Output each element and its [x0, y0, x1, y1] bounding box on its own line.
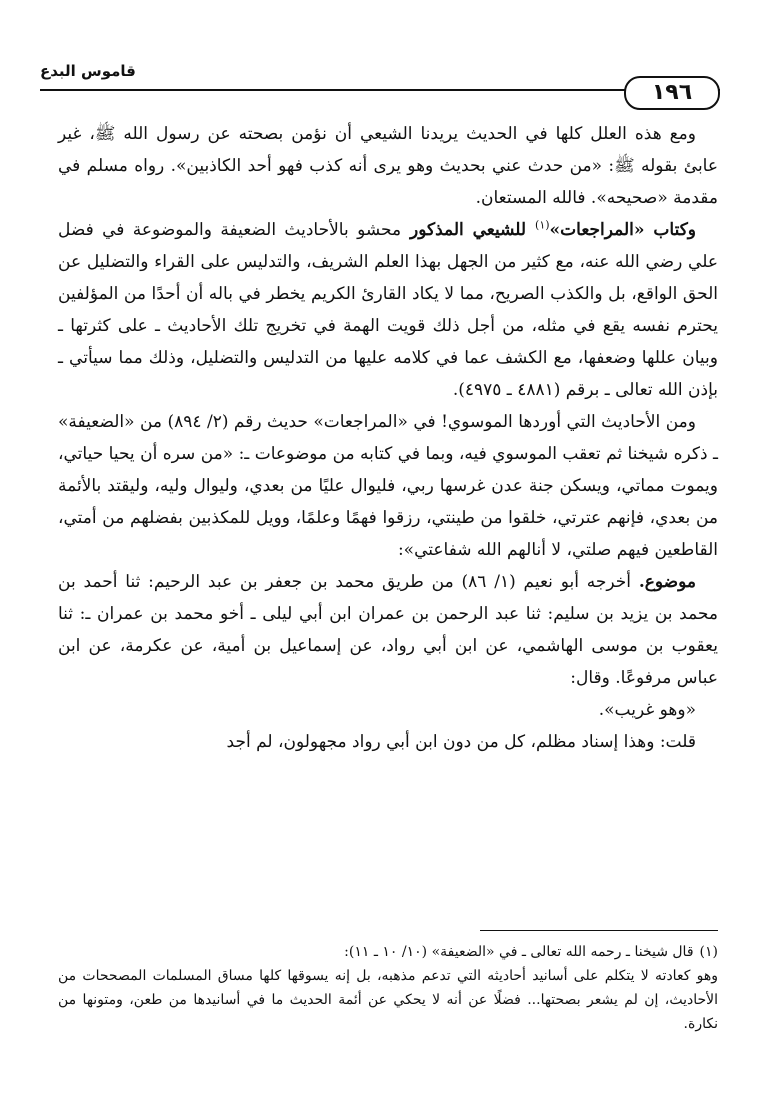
footnote-number: (١)	[699, 944, 718, 960]
footnote-ref: (١)	[535, 218, 550, 232]
book-name: وكتاب «المراجعات»	[549, 220, 697, 240]
paragraph-2-text: محشو بالأحاديث الضعيفة والموضوعة في فضل علي رضي الله عنه، مع كثير من الجهل بهذا العلم الشريف، والتدليس على القراء والتضليل عن الحق الواقع، بل والكذب الصريح، مما لا يكاد القارئ الكريم يخطر في باله أن أحدًا من المؤلفين يحترم نفسه يقع في مثله، من أجل ذلك قويت الهمة في تخريج تلك الأحاديث ـ على كثرتها ـ وبيان عللها وضعفها، مع الكشف عما في كلامه عليها من التدليس والتضليل، وذلك مما سيأتي ـ بإذن الله تعالى ـ برقم (٤٨٨١ ـ ٤٩٧٥).	[58, 220, 718, 400]
paragraph-3: ومن الأحاديث التي أوردها الموسوي! في «المراجعات» حديث رقم (٢/ ٨٩٤) من «الضعيفة» ـ ذكره شيخنا ثم تعقب الموسوي فيه، وبما في كتابه من موضوعات ـ: «من سره أن يحيا حياتي، ويموت مماتي، ويسكن جنة عدن غرسها ربي، فليوال عليًا من بعدي، وليوال وليه، وليقتد بالأئمة من بعدي، فإنهم عترتي، خلقوا من طينتي، رزقوا فهمًا وعلمًا، وويل للمكذبين بفضلهم من أمتي، القاطعين فيهم صلتي، لا أنالهم الله شفاعتي»:	[58, 412, 718, 560]
footnote-line-1	[58, 940, 718, 964]
page-number: ١٩٦	[624, 76, 720, 110]
footnote-text: وهو كعادته لا يتكلم على أسانيد أحاديثه التي تدعم مذهبه، بل إنه يسوقها كلها مساق المسلمات المصححات من الأحاديث، إن لم يشعر بصحتها... فضلًا عن أنه لا يحكي عن أئمة الحديث ما في أسانيدها من طعن، ومتونها من نكارة.	[58, 968, 718, 1032]
footnote-intro: قال شيخنا ـ رحمه الله تعالى ـ في «الضعيفة» (١٠/ ١٠ ـ ١١):	[344, 944, 694, 960]
header-rule	[40, 89, 720, 91]
footnote	[58, 940, 718, 1036]
verdict-label: موضوع.	[638, 572, 696, 592]
paragraph-6: قلت: وهذا إسناد مظلم، كل من دون ابن أبي رواد مجهولون، لم أجد	[226, 732, 696, 752]
paragraph-4-text: أخرجه أبو نعيم (١/ ٨٦) من طريق محمد بن جعفر بن عبد الرحيم: ثنا أحمد بن محمد بن يزيد بن سليم: ثنا عبد الرحمن بن عمران ابن أبي ليلى ـ أخو محمد بن عمران ـ: ثنا يعقوب بن موسى الهاشمي، عن ابن أبي رواد، عن إسماعيل بن أمية، عن عكرمة، عن ابن عباس مرفوعًا. وقال:	[58, 572, 718, 688]
book-title: قاموس البدع	[40, 62, 136, 80]
footnote-separator	[480, 930, 718, 931]
page-header	[40, 56, 720, 105]
paragraph-4	[58, 566, 718, 694]
paragraph-1: ومع هذه العلل كلها في الحديث يريدنا الشيعي أن نؤمن بصحته عن رسول الله ﷺ، غير عابئ بقوله ﷺ: «من حدث عني بحديث وهو يرى أنه كذب فهو أحد الكاذبين». رواه مسلم في مقدمة «صحيحه». فالله المستعان.	[58, 124, 718, 208]
main-text	[58, 118, 718, 758]
author-ref: للشيعي المذكور	[401, 220, 536, 240]
paragraph-5: «وهو غريب».	[598, 700, 696, 720]
paragraph-2	[58, 214, 718, 406]
